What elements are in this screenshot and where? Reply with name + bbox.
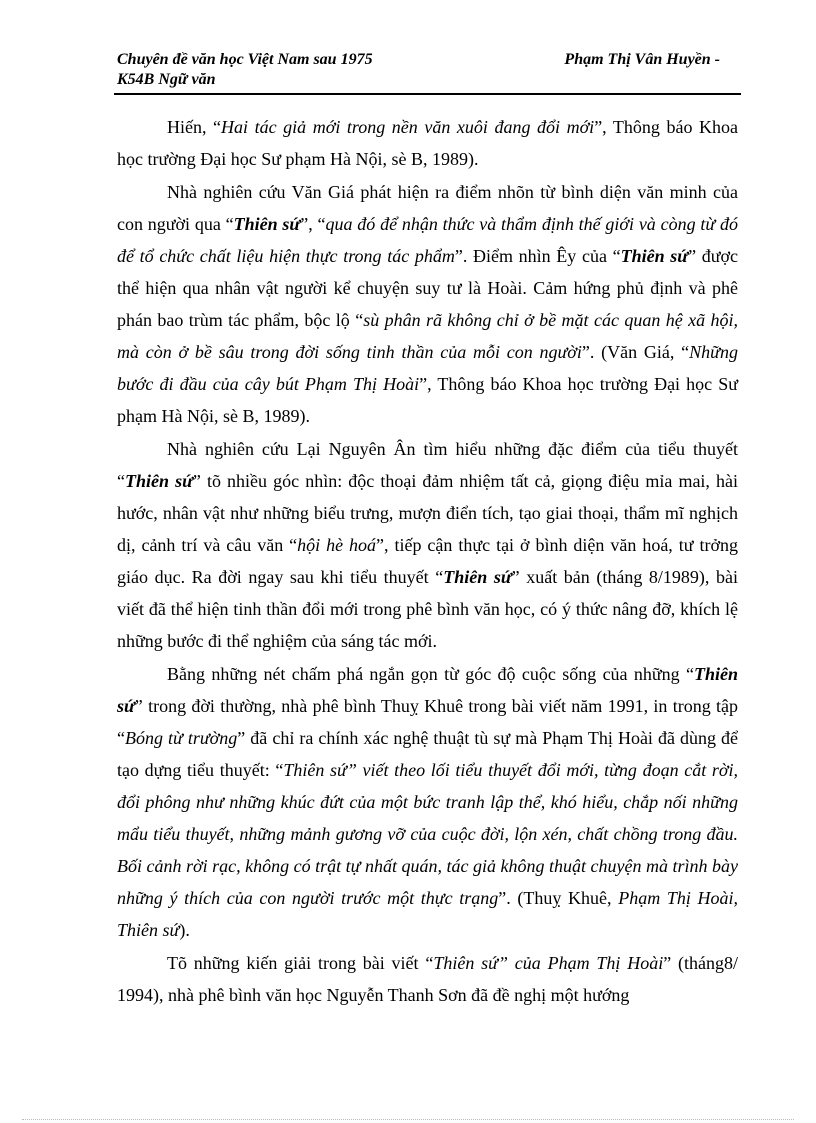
text-run: Bằng những nét chấm phá ngắn gọn từ góc độ cuộc sống của những “ (167, 664, 694, 684)
text-run: ” tõ nhiều góc nhìn: độc thoại đảm nhiệm tất cả, giọng điệu mỉa mai, hài hước, nhân vật như những biểu trưng, mượn điển tích, tạo giai thoại, thẩm mĩ nghịch dị, cảnh trí và câu văn “ (117, 471, 739, 555)
italic-run: sù phân rã không chỉ ở bề mặt các quan hệ xã hội, mà còn ở bề sâu trong đời sống tinh thần của mỗi con người (117, 310, 738, 362)
italic-run: hội hè hoá (297, 535, 377, 555)
text-run: Hiến, “ (167, 117, 222, 137)
text-run: Tõ những kiến giải trong bài viết “ (167, 953, 434, 973)
text-run: ”. (Văn Giá, “ (581, 342, 690, 362)
text-run: ”, Thông báo Khoa học trường Đại học Sư phạm Hà Nội, sè B, 1989). (117, 374, 738, 426)
header-rule (114, 93, 741, 95)
header-class: K54B Ngữ văn (117, 71, 216, 88)
paragraph-3 (117, 433, 738, 657)
document-body (117, 111, 738, 1011)
italic-run: Phạm Thị Hoài, Thiên sứ (117, 888, 739, 940)
page-header (117, 50, 740, 90)
text-run: ). (179, 920, 190, 940)
bold-italic-run: Thiên sứ (125, 471, 193, 491)
text-run: ”, Thông báo Khoa học trường Đại học Sư phạm Hà Nội, sè B, 1989). (117, 117, 739, 169)
paragraph-5 (117, 947, 738, 1011)
text-run: Nhà nghiên cứu Lại Nguyên Ân tìm hiểu những đặc điểm của tiểu thuyết “ (117, 439, 738, 491)
page-bottom-border (22, 1119, 794, 1120)
paragraph-1 (117, 111, 738, 175)
paragraph-2 (117, 176, 738, 432)
italic-run: Những bước đi đầu của cây bút Phạm Thị Hoài (117, 342, 738, 394)
bold-italic-run: Thiên sứ (117, 664, 738, 716)
italic-run: qua đó để nhận thức và thẩm định thế giới và còng từ đó để tổ chức chất liệu hiện thực trong tác phẩm (117, 214, 738, 266)
header-course-title: Chuyên đề văn học Việt Nam sau 1975 (117, 51, 373, 68)
text-run: ” đã chỉ ra chính xác nghệ thuật tù sự mà Phạm Thị Hoài đã dùng để tạo dựng tiểu thuyết: “ (117, 728, 738, 780)
text-run: ”, “ (300, 214, 326, 234)
text-run: ” xuất bản (tháng 8/1989), bài viết đã thể hiện tinh thần đổi mới trong phê bình văn học, có ý thức nâng đỡ, khích lệ những bước đi thể nghiệm của sáng tác mới. (117, 567, 738, 651)
text-run: ” trong đời thường, nhà phê bình Thuỵ Khuê trong bài viết năm 1991, in trong tập “ (117, 696, 738, 748)
italic-run: Thiên sứ” của Phạm Thị Hoài (433, 953, 664, 973)
italic-run: Hai tác giả mới trong nền văn xuôi đang đổi mới (221, 117, 595, 137)
text-run: Nhà nghiên cứu Văn Giá phát hiện ra điểm nhõn từ bình diện văn minh của con người qua “ (117, 182, 738, 234)
text-run: ” (tháng8/ 1994), nhà phê bình văn học Nguyễn Thanh Sơn đã đề nghị một hướng (117, 953, 738, 1005)
text-run: ”. (Thuỵ Khuê, (498, 888, 619, 908)
text-run: ”. Điểm nhìn Êy của “ (454, 246, 621, 266)
italic-run: Bóng từ trường (125, 728, 238, 748)
text-run: ”, tiếp cận thực tại ở bình diện văn hoá, tư trởng giáo dục. Ra đời ngay sau khi tiểu thuyết “ (117, 535, 738, 587)
bold-italic-run: Thiên sứ (620, 246, 689, 266)
header-author: Phạm Thị Vân Huyền - (564, 51, 720, 68)
text-run: ” được thể hiện qua nhân vật người kể chuyện suy tư là Hoài. Cảm hứng phủ định và phê phán bao trùm tác phẩm, bộc lộ “ (117, 246, 738, 330)
bold-italic-run: Thiên sứ (233, 214, 301, 234)
bold-italic-run: Thiên sứ (443, 567, 512, 587)
italic-run: Thiên sứ” viết theo lối tiểu thuyết đổi mới, từng đoạn cắt rời, đổi phông như những khúc đứt của một bức tranh lập thể, khó hiểu, chắp nối những mẩu tiểu thuyết, những mảnh gương vỡ của cuộc đời, lộn xén, chất chồng trong đầu. Bối cảnh rời rạc, không có trật tự nhất quán, tác giả không thuật chuyện mà trình bày những ý thích của con người trước một thực trạng (117, 760, 739, 908)
paragraph-4 (117, 658, 738, 946)
